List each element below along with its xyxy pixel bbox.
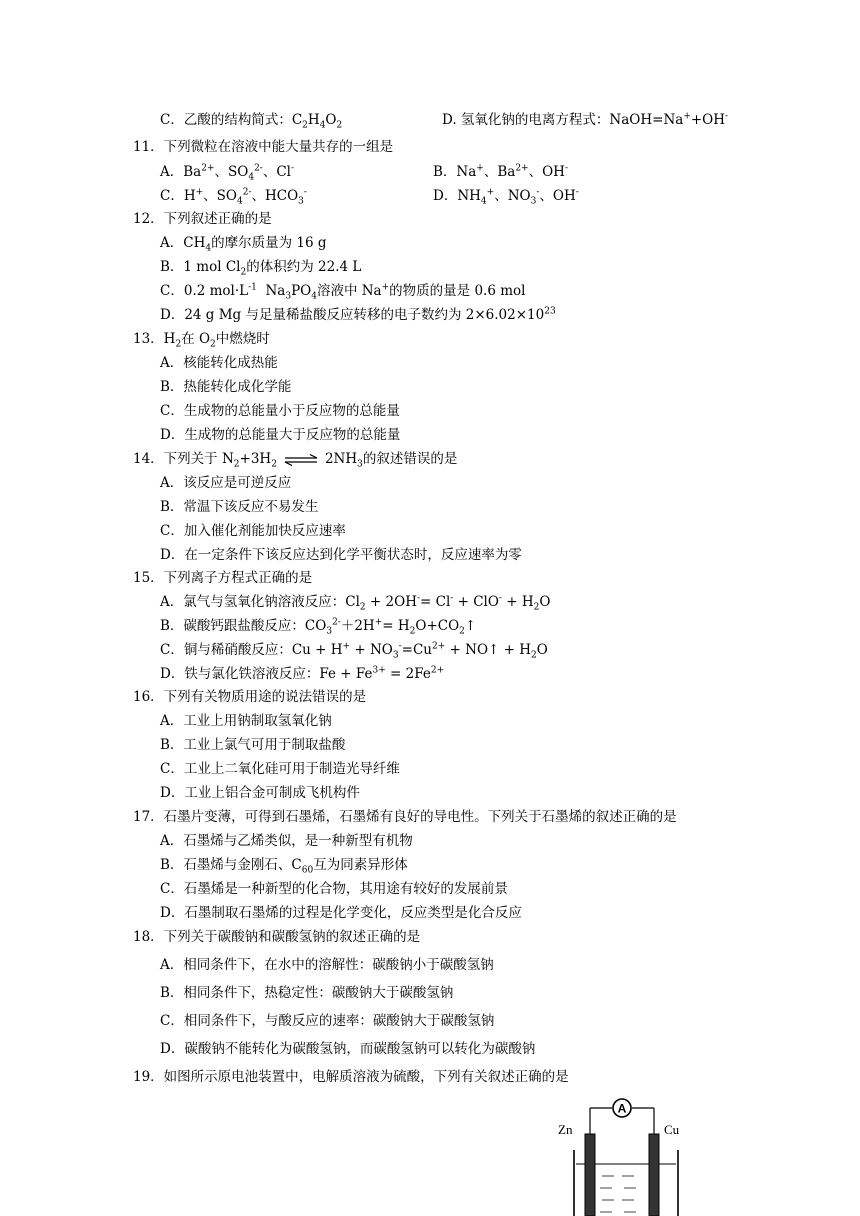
q11-option-d: D．$NH_4^+$、$NO_3^-$、OH- [433, 187, 579, 207]
q10-option-d: D. 氢氧化钠的电离方程式：NaOH=Na++OH- [442, 111, 729, 128]
q12-option-c: C．0.2 $mol\cdot L^{-1}$ $Na_3PO_4$溶液中 Na+的物质的量是 0.6 mol [160, 282, 526, 302]
q19-stem: 19．如图所示原电池装置中，电解质溶液为硫酸，下列有关叙述正确的是 [133, 1069, 569, 1085]
q18-option-c: C．相同条件下，与酸反应的速率：碳酸钠大于碳酸氢钠 [160, 1013, 495, 1029]
q13-option-d: D．生成物的总能量大于反应物的总能量 [160, 427, 401, 443]
zn-electrode [585, 1134, 595, 1216]
q18-option-b: B．相同条件下，热稳定性：碳酸钠大于碳酸氢钠 [160, 985, 454, 1001]
ammeter-label: A [617, 1101, 627, 1116]
q13-option-c: C．生成物的总能量小于反应物的总能量 [160, 403, 400, 419]
q16-option-d: D．工业上铝合金可制成飞机构件 [160, 785, 360, 801]
q14-stem: 14．下列关于 $N_2+3H_2$ $2NH_3$的叙述错误的是 [133, 451, 458, 470]
q15-option-c: C．铜与稀硝酸反应：$Cu + H^+ + NO_3^-=Cu^{2+}$ + NO↑ + $H_2O$ [160, 641, 548, 661]
q14-option-c: C．加入催化剂能加快反应速率 [160, 523, 346, 539]
q17-option-b: B．石墨烯与金刚石、$C_{60}$互为同素异形体 [160, 857, 408, 876]
cu-electrode [649, 1134, 659, 1216]
q12-option-a: A．$CH_4$的摩尔质量为 16 g [160, 235, 327, 254]
q16-stem: 16．下列有关物质用途的说法错误的是 [133, 689, 367, 705]
q12-option-b: B．1 mol $Cl_2$的体积约为 22.4 L [160, 259, 362, 278]
q18-stem: 18．下列关于碳酸钠和碳酸氢钠的叙述正确的是 [133, 929, 421, 945]
q18-option-a: A．相同条件下，在水中的溶解性：碳酸钠小于碳酸氢钠 [160, 957, 494, 973]
ammeter-icon [613, 1099, 631, 1117]
q12-option-d: D．24 g Mg 与足量稀盐酸反应转移的电子数约为 $2\times 6.02\times 10^{23}$ [160, 306, 556, 323]
q14-option-b: B．常温下该反应不易发生 [160, 499, 319, 515]
q15-option-d: D．铁与氯化铁溶液反应：$Fe + Fe^{3+} = 2Fe^{2+}$ [160, 665, 445, 682]
q16-option-a: A．工业上用钠制取氢氧化钠 [160, 713, 332, 729]
q11-option-c: C．H+、$SO_4^{2-}$、$HCO_3^-$ [160, 187, 307, 207]
galvanic-cell-diagram [552, 1092, 702, 1216]
q12-stem: 12．下列叙述正确的是 [133, 211, 272, 227]
q13-stem: 13．$H_2$在 $O_2$中燃烧时 [133, 331, 270, 350]
electrolyte-solution [600, 1176, 636, 1212]
q13-option-b: B．热能转化成化学能 [160, 379, 292, 395]
q10-option-c: C．乙酸的结构简式：$C_2H_4O_2$ [160, 112, 343, 131]
q15-stem: 15．下列离子方程式正确的是 [133, 570, 313, 586]
q13-option-a: A．核能转化成热能 [160, 355, 278, 371]
q17-option-c: C．石墨烯是一种新型的化合物，其用途有较好的发展前景 [160, 881, 508, 897]
q16-option-c: C．工业上二氧化硅可用于制造光导纤维 [160, 761, 400, 777]
zn-electrode-label: Zn [558, 1122, 573, 1137]
q14-option-d: D．在一定条件下该反应达到化学平衡状态时，反应速率为零 [160, 547, 522, 563]
q11-option-a: A．$Ba^{2+}$、$SO_4^{2-}$、Cl- [160, 163, 295, 183]
q15-option-a: A．氯气与氢氧化钠溶液反应：$Cl_2 + 2OH^-= Cl^- + ClO^- + H_2O$ [160, 593, 551, 613]
q17-stem: 17．石墨片变薄，可得到石墨烯，石墨烯有良好的导电性。下列关于石墨烯的叙述正确的是 [133, 809, 677, 825]
q18-option-d: D．碳酸钠不能转化为碳酸氢钠，而碳酸氢钠可以转化为碳酸钠 [160, 1041, 536, 1057]
cu-electrode-label: Cu [664, 1122, 680, 1137]
reversible-arrow-icon [283, 454, 319, 466]
q16-option-b: B．工业上氯气可用于制取盐酸 [160, 737, 346, 753]
q15-option-b: B．碳酸钙跟盐酸反应：$CO_3^{2-}+2H^+=$ $H_2O+CO_2↑$ [160, 617, 477, 637]
q11-option-b: B．Na+、$Ba^{2+}$、OH- [433, 163, 568, 180]
q11-stem: 11．下列微粒在溶液中能大量共存的一组是 [133, 139, 394, 155]
q17-option-a: A．石墨烯与乙烯类似，是一种新型有机物 [160, 833, 413, 849]
q14-option-a: A．该反应是可逆反应 [160, 475, 292, 491]
q17-option-d: D．石墨制取石墨烯的过程是化学变化，反应类型是化合反应 [160, 905, 522, 921]
